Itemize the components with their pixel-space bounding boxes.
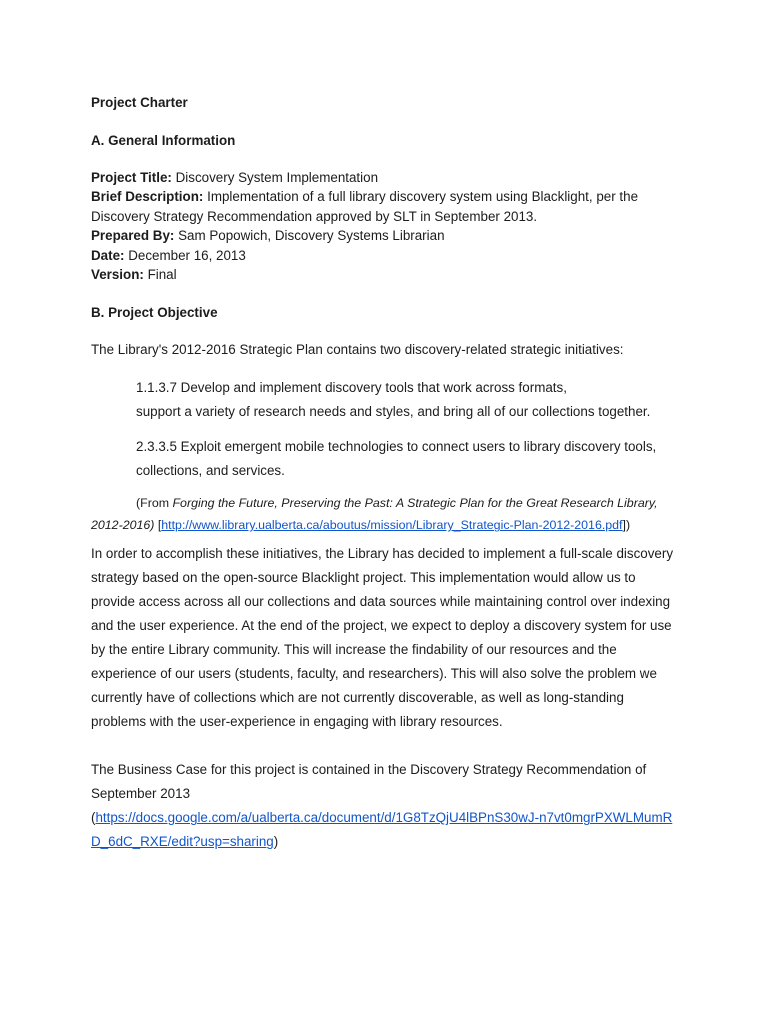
document-content (91, 94, 681, 854)
section-a-heading: A. General Information (91, 133, 236, 148)
source-prefix: (From (136, 496, 173, 511)
source-title: Forging the Future, Preserving the Past: A Strategic Plan for the Great Research Library, 2012-2016) (91, 496, 658, 533)
source-bracket-open: [ (154, 518, 162, 533)
initiative-line: 2.3.3.5 Exploit emergent mobile technologies to connect users to library discovery tools, (136, 439, 657, 455)
field-project-title (91, 168, 681, 187)
business-case-paragraph (91, 758, 681, 854)
business-case-close-paren: ) (273, 834, 279, 850)
document-title: Project Charter (91, 95, 188, 110)
initiative-1 (91, 376, 681, 424)
field-date (91, 246, 681, 265)
section-b-heading: B. Project Objective (91, 305, 218, 321)
field-prepared-by (91, 226, 681, 245)
field-value: Implementation of a full library discovery system using Blacklight, per the Discovery Strategy Recommendation approved by SLT in September 2013. (91, 189, 639, 224)
general-information-fields (91, 168, 681, 284)
field-brief-description (91, 187, 681, 226)
field-label: Prepared By: (91, 228, 175, 244)
strategic-plan-source (91, 492, 681, 536)
field-version (91, 265, 681, 284)
field-label: Brief Description: (91, 189, 204, 205)
business-case-open-paren: ( (91, 810, 96, 826)
source-bracket-close: ]) (622, 518, 631, 533)
business-case-text: The Business Case for this project is contained in the Discovery Strategy Recommendation of September 2013 (91, 762, 647, 802)
business-case-link[interactable]: https://docs.google.com/a/ualberta.ca/document/d/1G8TzQjU4lBPnS30wJ-n7vt0mgrPXWLMumRD_6dC_RXE/edit?usp=sharing (91, 810, 673, 850)
field-label: Project Title: (91, 170, 172, 185)
implementation-paragraph: In order to accomplish these initiatives, the Library has decided to implement a full-scale discovery strategy based on the open-source Blacklight project. This implementation would allow us to provide access across all our collections and data sources while maintaining control over indexing and the user experience. At the end of the project, we expect to deploy a discovery system for use by the entire Library community. This will increase the findability of our resources and the experience of our users (students, faculty, and researchers). This will also solve the problem we currently have of collections which are not currently discoverable, as well as long-standing problems with the user-experience in engaging with library resources. (91, 546, 674, 730)
initiative-line: support a variety of research needs and styles, and bring all of our collections together. (136, 404, 651, 420)
field-value: December 16, 2013 (128, 247, 246, 263)
strategic-plan-link[interactable]: http://www.library.ualberta.ca/aboutus/mission/Library_Strategic-Plan-2012-2016.pdf (161, 518, 623, 533)
initiative-2 (91, 435, 681, 483)
field-value: Sam Popowich, Discovery Systems Librarian (178, 228, 445, 244)
field-label: Version: (91, 267, 144, 283)
field-label: Date: (91, 247, 125, 263)
field-value: Discovery System Implementation (175, 170, 379, 185)
initiative-line: 1.1.3.7 Develop and implement discovery tools that work across formats, (136, 380, 567, 396)
initiative-line: collections, and services. (136, 463, 285, 479)
field-value: Final (147, 267, 177, 283)
strategic-plan-intro: The Library's 2012-2016 Strategic Plan contains two discovery-related strategic initiatives: (91, 342, 624, 358)
